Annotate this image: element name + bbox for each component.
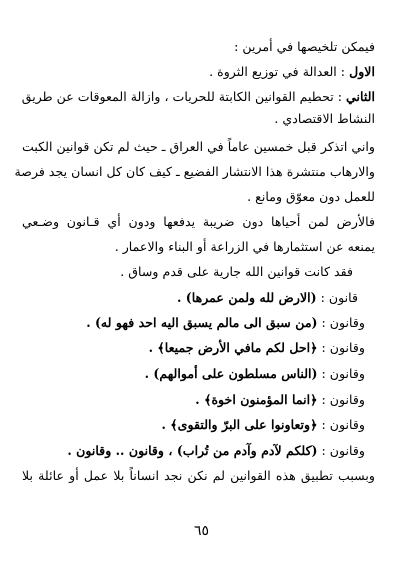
law-line-7 [67, 442, 365, 460]
second-point-text-2: النشاط الاقتصادي . [274, 111, 375, 126]
law-prefix-4: وقانون : [321, 366, 365, 381]
law-prefix-3: وقانون : [321, 340, 365, 355]
paragraph-1-text-2: والارهاب منتشرة هذا الانتشار الفضيع ـ كيف كان كل انسان يجد فرصة [14, 164, 375, 179]
second-point-line-2 [274, 110, 375, 128]
second-point-text-1: : تحطيم القوانين الكابتة للحريات ، وازالة المعوقات عن طريق [21, 89, 342, 104]
paragraph-3-text-1: فقد كانت قوانين الله جارية على قدم وساق . [120, 264, 353, 279]
paragraph-1-text-3: للعمل دون معوّق ومانع . [247, 189, 375, 204]
law-text-4: (الناس مسلطون على أموالهم) . [144, 366, 318, 381]
law-text-6: ﴿وتعاونوا على البرّ والتقوى﴾ . [161, 417, 318, 432]
law-line-2 [86, 314, 365, 332]
law-prefix-6: وقانون : [321, 417, 365, 432]
paragraph-2-text-1: فالأرض لمن أحياها دون ضريبة يدفعها ودون أي قـانون وضـعي [22, 214, 375, 229]
law-line-1 [177, 289, 358, 307]
paragraph-1-line-3 [247, 188, 375, 206]
law-prefix-1: قانون : [320, 290, 358, 305]
law-prefix-2: وقانون : [321, 315, 365, 330]
law-line-3 [149, 339, 365, 357]
law-text-3: ﴿احل لكم مافي الأرض جميعا﴾ . [148, 340, 318, 355]
last-line-text: وبسبب تطبيق هذه القوانين لم نكن نجد انساناً بلا عمل أو عائلة بلا [22, 468, 375, 483]
law-text-7: (كلكم لآدم وآدم من تُراب) ، وقانون .. وقانون . [67, 443, 318, 458]
law-text-5: ﴿انما المؤمنون اخوة﴾ . [195, 392, 318, 407]
law-line-5 [195, 391, 365, 409]
second-point-line-1 [22, 88, 375, 106]
paragraph-3-line-1 [120, 263, 353, 281]
paragraph-2-text-2: يمنعه عن استثمارها في الزراعة أو البناء والاعمار . [114, 239, 375, 254]
last-line [22, 467, 375, 485]
intro-line [234, 38, 375, 56]
first-point-label: الاول [349, 64, 375, 79]
law-text-2: (من سبق الى مالم يسبق اليه احد فهو له) . [86, 315, 318, 330]
page-number: ٦٥ [193, 523, 210, 539]
intro-text: فيمكن تلخيصها في أمرين : [234, 39, 375, 54]
paragraph-2-line-1 [22, 213, 375, 231]
first-point-line [209, 63, 375, 81]
paragraph-1-line-1 [22, 138, 375, 156]
law-prefix-5: وقانون : [321, 392, 365, 407]
first-point-text: : العدالة في توزيع الثروة . [209, 64, 346, 79]
law-prefix-7: وقانون : [321, 443, 365, 458]
paragraph-2-line-2 [115, 238, 375, 256]
paragraph-1-text-1: واني اتذكر قبل خمسين عاماً في العراق ـ حيث لم تكن قوانين الكبت [22, 139, 375, 154]
second-point-label: الثاني [346, 89, 375, 104]
law-text-1: (الارض لله ولمن عمرها) . [177, 290, 317, 305]
law-line-4 [145, 365, 365, 383]
paragraph-1-line-2 [14, 163, 375, 181]
law-line-6 [162, 416, 365, 434]
